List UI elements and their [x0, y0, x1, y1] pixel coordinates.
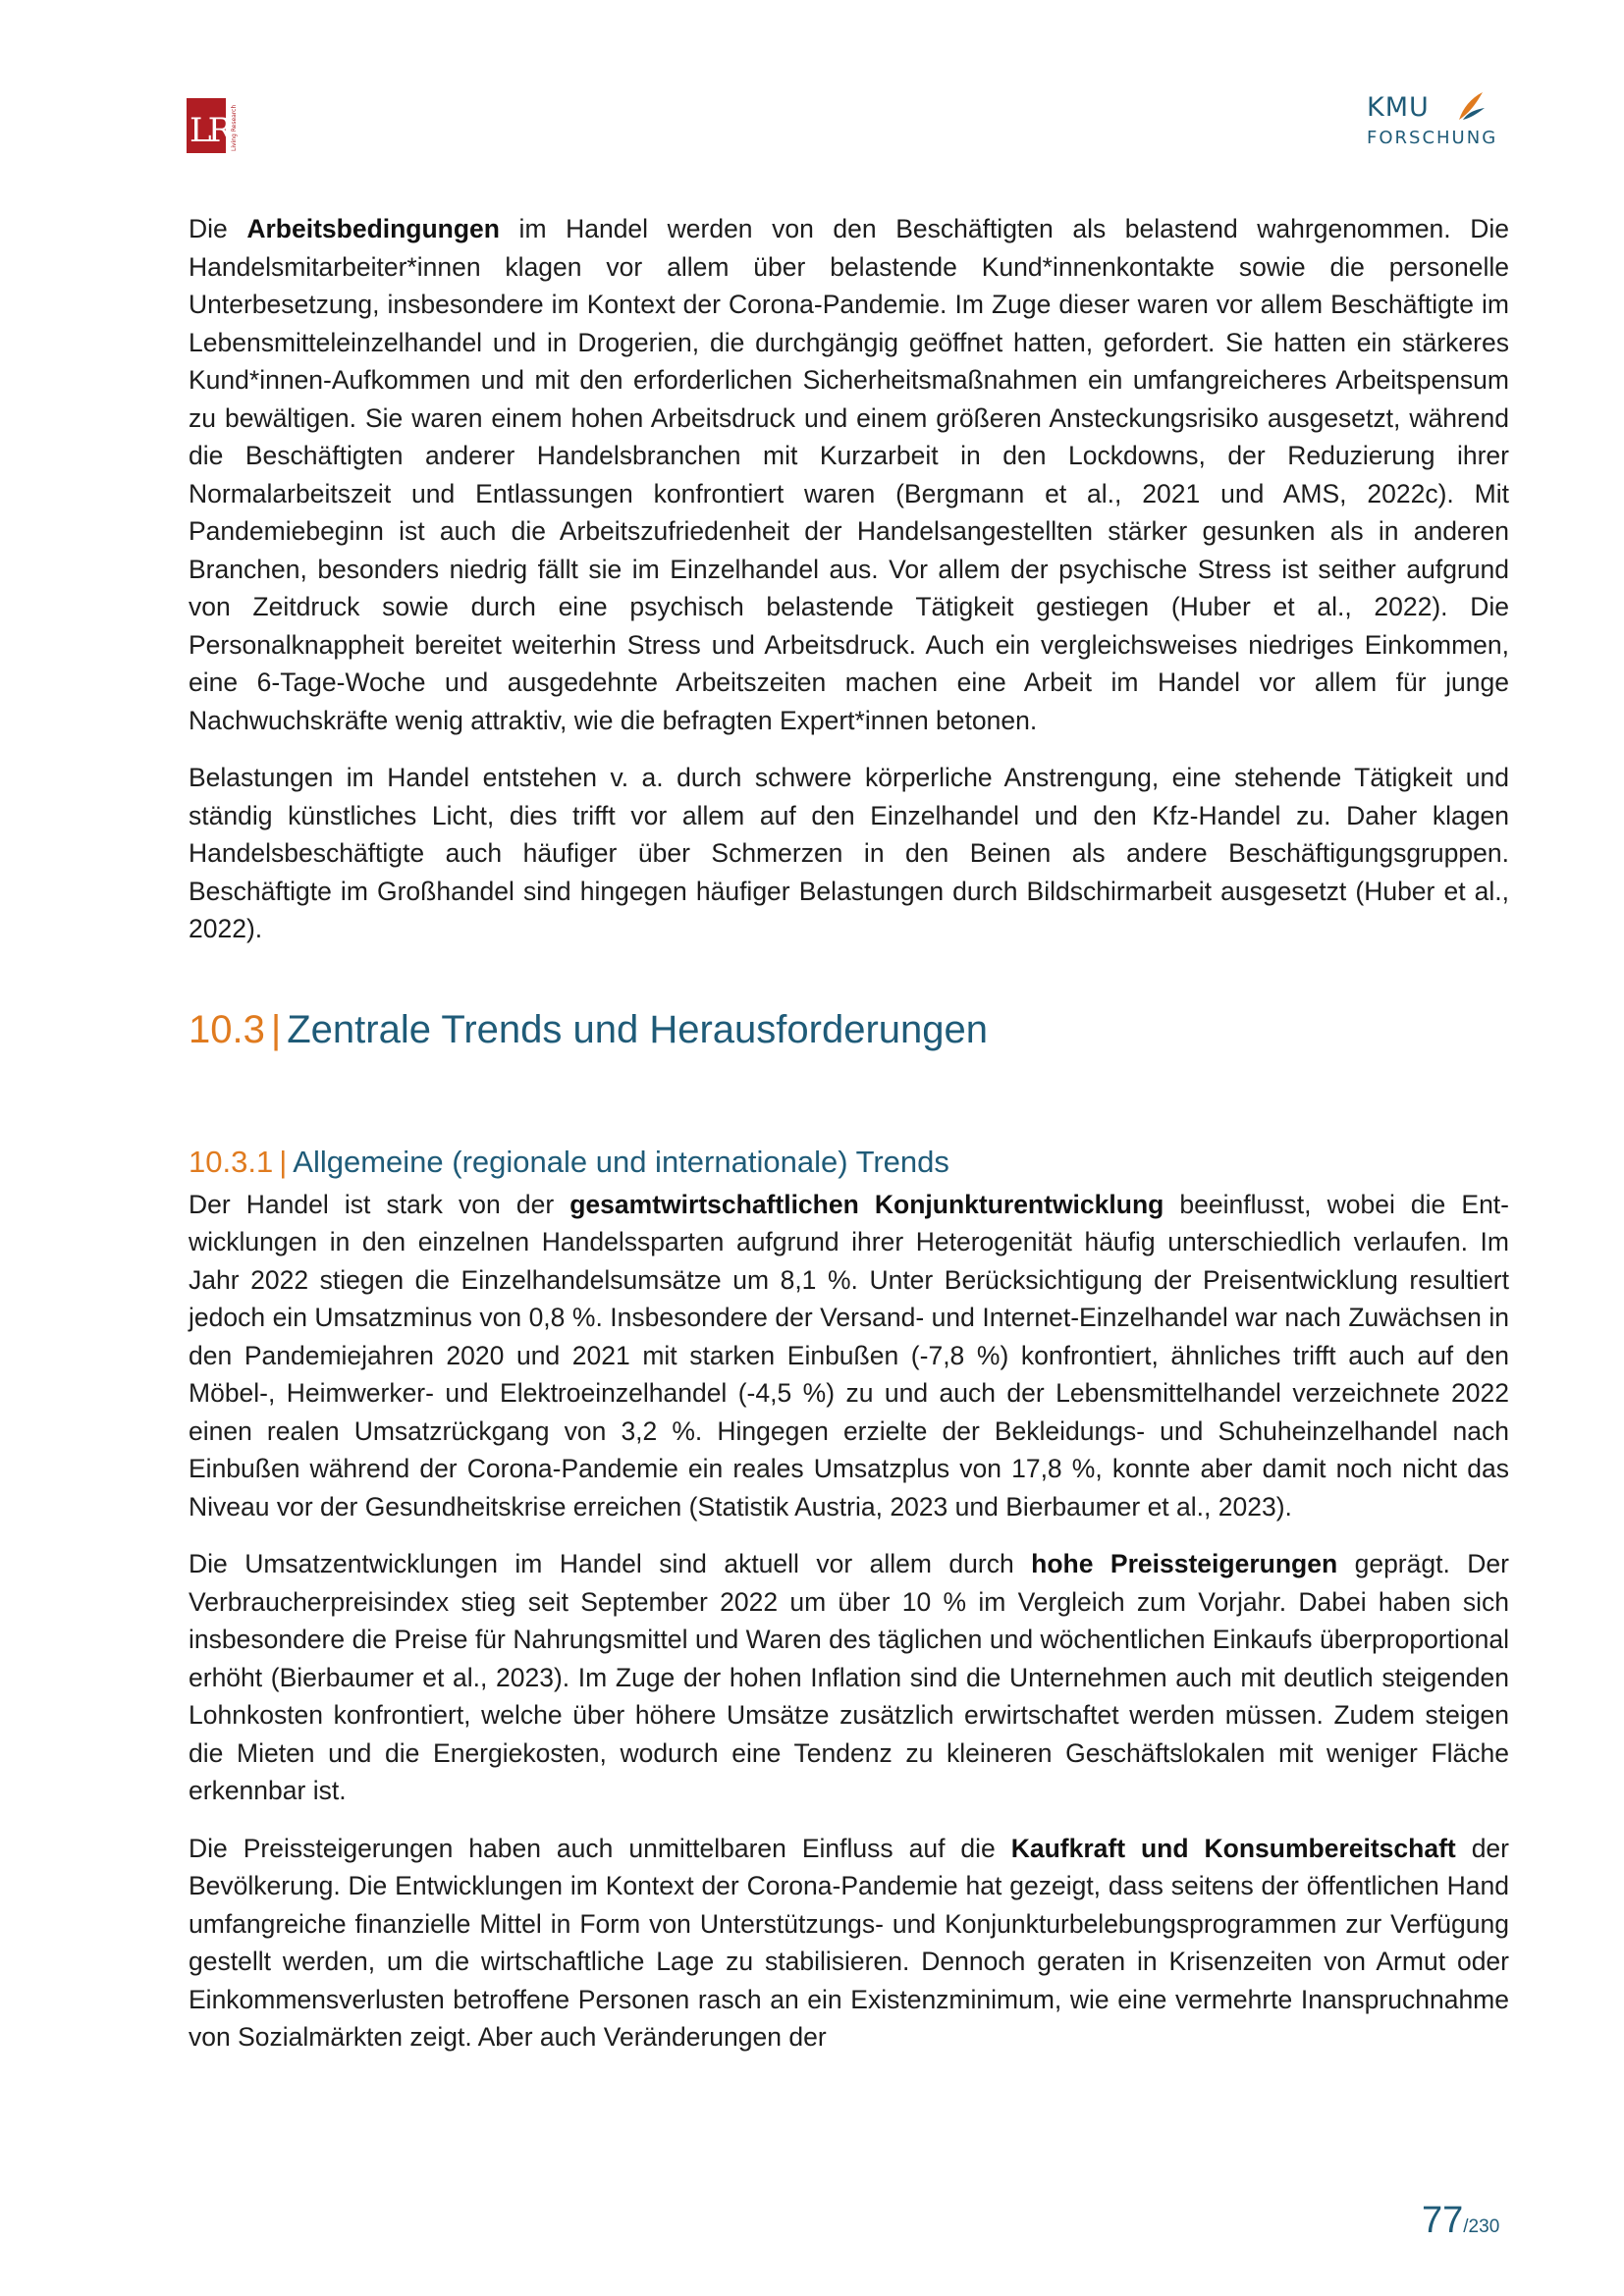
svg-text:Living Research: Living Research [231, 104, 238, 151]
paragraph-belastungen: Belastungen im Handel entstehen v. a. durch schwere körperliche Anstrengung, eine stehende Tätigkeit und ständig künstliches Licht, dies trifft vor allem auf den Einzelhandel und den Kfz-Handel zu. Daher klagen Handelsbeschäftigte auch häufiger über Schmerzen in den Beinen als andere Beschäftigungsgruppen. Beschäftigte im Großhandel sind hingegen häufiger Belastungen durch Bildschirmarbeit ausgesetzt (Huber et al., 2022). [189, 763, 1509, 943]
section-heading-10-3 [189, 1005, 1509, 1143]
paragraph-lead: Die Preissteigerungen haben auch unmittelbaren Einfluss auf die [189, 1833, 1011, 1863]
paragraph-kaufkraft [189, 1830, 1509, 2056]
paragraph-konjunktur [189, 1186, 1509, 1526]
section-number: 10.3 [189, 1007, 265, 1051]
paragraph-text: beeinflusst, wobei die Entwicklungen in den einzelnen Handelssparten aufgrund ihrer Heterogenität häufig unterschiedlich verlaufen. Im Jahr 2022 stiegen die Einzelhandelsumsätze um 8,1 %. Unter Berücksichtigung der Preisentwicklung resultiert jedoch ein Umsatzminus von 0,8 %. Insbesondere der Versand- und Internet-Einzelhandel war nach Zuwächsen in den Pandemiejahren 2020 und 2021 mit starken Einbußen (-7,8 %) konfrontiert, ähnliches trifft auch auf den Möbel-, Heimwerker- und Elektroeinzelhandel (-4,5 %) zu und auch der Lebensmittelhandel verzeichnete 2022 einen realen Umsatzrückgang von 3,2 %. Hingegen erzielte der Bekleidungs- und Schuheinzelhandel nach Einbußen während der Corona-Pandemie ein reales Umsatzplus von 17,8 %, konnte aber damit noch nicht das Niveau vor der Gesundheitskrise erreichen (Statistik Austria, 2023 und Bierbaumer et al., 2023). [189, 1189, 1509, 1522]
kmu-forschung-logo [1367, 90, 1498, 153]
page-total: /230 [1463, 2216, 1500, 2237]
paragraph-lead: Die Umsatzentwicklungen im Handel sind aktuell vor allem durch [189, 1549, 1032, 1578]
subsection-number: 10.3.1 [189, 1144, 274, 1179]
paragraph-text: im Handel werden von den Beschäftigten als belastend wahrgenommen. Die Handelsmitarbeiter*innen klagen vor allem über belastende Kund*innenkontakte sowie die personelle Unterbesetzung, insbesondere im Kontext der Corona-Pandemie. Im Zuge dieser waren vor allem Beschäftigte im Lebensmitteleinzelhandel und in Drogerien, die durchgängig geöffnet hatten, gefordert. Sie hatten ein stärkeres Kund*innen-Aufkommen und mit den erforderlichen Sicherheitsmaßnahmen ein umfangreicheres Arbeitspensum zu bewältigen. Sie waren einem hohen Arbeitsdruck und einem größeren Ansteckungsrisiko ausgesetzt, während die Beschäftigten anderer Handelsbranchen mit Kurzarbeit in den Lockdowns, der Reduzierung ihrer Normalarbeitszeit und Entlassungen konfrontiert waren (Bergmann et al., 2021 und AMS, 2022c). Mit Pandemiebeginn ist auch die Arbeitszufriedenheit der Handelsangestellten stärker gesunken als in anderen Branchen, besonders niedrig fällt sie im Einzelhandel aus. Vor allem der psychische Stress ist seither aufgrund von Zeitdruck sowie durch eine psychisch belastende Tätigkeit gestiegen (Huber et al., 2022). Die Personalknappheit bereitet weiterhin Stress und Arbeitsdruck. Auch ein vergleichsweises niedriges Einkommen, eine 6-Tage-Woche und ausgedehnte Arbeitszeiten machen eine Arbeit im Handel vor allem für junge Nachwuchskräfte wenig attraktiv, wie die befragten Expert*innen betonen. [189, 214, 1509, 735]
kmu-logo-subtitle: FORSCHUNG [1367, 128, 1498, 148]
paragraph-lead: Der Handel ist stark von der [189, 1189, 570, 1219]
subsection-title: Allgemeine (regionale und internationale) Trends [293, 1144, 949, 1179]
section-title: Zentrale Trends und Herausforderungen [287, 1007, 989, 1051]
paragraph-text: der Bevölkerung. Die Entwicklungen im Kontext der Corona-Pandemie hat gezeigt, dass seitens der öffentlichen Hand umfangreiche finanzielle Mittel in Form von Unterstützungs- und Konjunkturbelebungsprogrammen zur Verfügung gestellt werden, um die wirtschaftliche Lage zu stabilisieren. Dennoch geraten in Krisenzeiten von Armut oder Einkommensverlusten betroffene Personen rasch an ein Existenzminimum, wie eine vermehrte Inanspruchnahme von Sozialmärkten zeigt. Aber auch Veränderungen der [189, 1833, 1509, 2052]
lr-logo-graphic [187, 98, 240, 153]
svg-text:LR: LR [189, 111, 230, 150]
kmu-leaf-icon [1453, 90, 1487, 124]
paragraph-text: geprägt. Der Verbraucherpreisindex stieg seit September 2022 um über 10 % im Vergleich zum Vorjahr. Dabei haben sich insbesondere die Preise für Nahrungsmittel und Waren des täglichen und wöchentlichen Einkaufs überproportional erhöht (Bierbaumer et al., 2023). Im Zuge der hohen Inflation sind die Unternehmen auch mit deutlich steigenden Lohnkosten konfrontiert, welche über höhere Umsätze zusätzlich erwirtschaftet werden müssen. Zudem steigen die Mieten und die Energiekosten, wodurch eine Tendenz zu kleineren Geschäftslokalen mit weniger Fläche erkennbar ist. [189, 1549, 1509, 1805]
subsection-separator: | [279, 1144, 288, 1179]
paragraph-emphasis: hohe Preissteigerungen [1031, 1549, 1338, 1578]
paragraph-preissteigerungen [189, 1545, 1509, 1810]
page-current: 77 [1422, 2200, 1464, 2241]
paragraph-emphasis: Kaufkraft und Konsumbereitschaft [1010, 1833, 1456, 1863]
paragraph-lead: Die [189, 214, 247, 243]
kmu-logo-word: KMU [1367, 92, 1430, 123]
paragraph-emphasis: Arbeitsbedingungen [246, 214, 500, 243]
paragraph-emphasis: gesamtwirtschaftlichen Konjunkturentwicklung [569, 1189, 1164, 1219]
section-separator: | [270, 1007, 282, 1051]
page-number [1422, 2200, 1499, 2242]
lr-logo [187, 98, 240, 153]
page-content [189, 210, 1509, 2076]
subsection-heading-10-3-1 [189, 1143, 1509, 1182]
paragraph-arbeitsbedingungen [189, 210, 1509, 739]
